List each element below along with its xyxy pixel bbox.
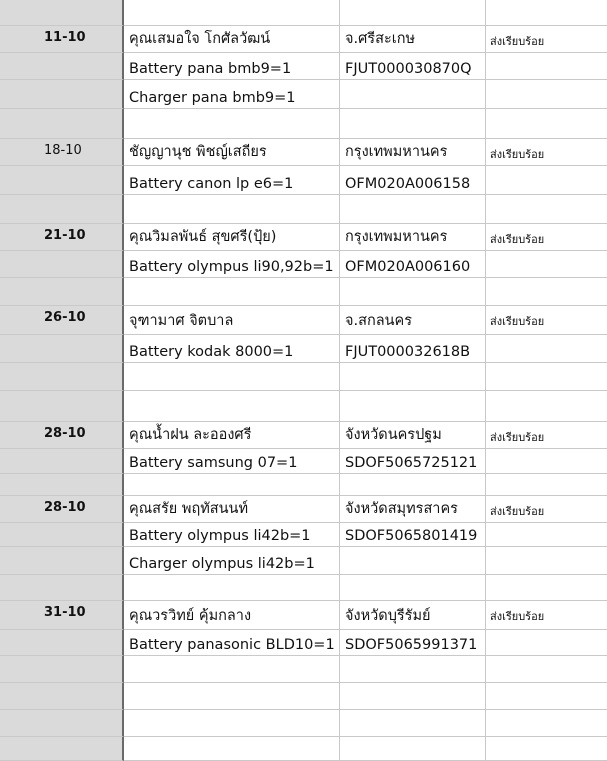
status-cell[interactable]	[486, 737, 607, 761]
status-cell[interactable]	[486, 224, 607, 251]
date-cell-text: 11-10	[44, 30, 86, 45]
table-row	[0, 109, 607, 139]
tracking-cell-text: FJUT000030870Q	[345, 61, 472, 77]
table-row	[0, 496, 607, 523]
date-cell[interactable]	[0, 630, 124, 656]
status-cell[interactable]	[486, 363, 607, 391]
table-row	[0, 80, 607, 109]
status-cell[interactable]	[486, 80, 607, 109]
item-cell[interactable]	[124, 523, 340, 547]
item-cell[interactable]	[124, 80, 340, 109]
item-cell-text: คุณสรัย พฤทัสนนท์	[129, 501, 249, 517]
date-cell[interactable]	[0, 547, 124, 575]
status-cell[interactable]	[486, 335, 607, 363]
item-cell[interactable]	[124, 656, 340, 683]
item-cell[interactable]	[124, 422, 340, 449]
table-row	[0, 656, 607, 683]
tracking-cell[interactable]	[340, 474, 486, 496]
date-cell-text: 21-10	[44, 228, 86, 243]
status-cell[interactable]	[486, 422, 607, 449]
date-cell[interactable]	[0, 278, 124, 306]
status-cell-text: ส่งเรียบร้อย	[490, 431, 545, 444]
date-cell[interactable]	[0, 335, 124, 363]
item-cell-text: Charger pana bmb9=1	[129, 90, 296, 106]
tracking-cell-text: จังหวัดบุรีรัมย์	[345, 608, 431, 624]
tracking-cell[interactable]	[340, 80, 486, 109]
status-cell[interactable]	[486, 683, 607, 710]
status-cell-text: ส่งเรียบร้อย	[490, 233, 545, 246]
item-cell-text: คุณวรวิทย์ คุ้มกลาง	[129, 608, 252, 624]
tracking-cell-text: OFM020A006158	[345, 176, 471, 192]
item-cell[interactable]	[124, 26, 340, 53]
table-row	[0, 422, 607, 449]
table-row	[0, 251, 607, 278]
tracking-cell[interactable]	[340, 166, 486, 195]
tracking-cell-text: OFM020A006160	[345, 259, 471, 275]
item-cell-text: Battery pana bmb9=1	[129, 61, 292, 77]
date-cell[interactable]	[0, 139, 124, 166]
tracking-cell[interactable]	[340, 109, 486, 139]
status-cell-text: ส่งเรียบร้อย	[490, 610, 545, 623]
item-cell-text: คุณวิมลพันธ์ สุขศรี(ปุ้ย)	[129, 229, 277, 245]
date-cell[interactable]	[0, 601, 124, 630]
date-cell[interactable]	[0, 166, 124, 195]
table-row	[0, 630, 607, 656]
item-cell[interactable]	[124, 547, 340, 575]
status-cell[interactable]	[486, 0, 607, 26]
tracking-cell-text: จังหวัดสมุทรสาคร	[345, 501, 458, 517]
status-cell[interactable]	[486, 195, 607, 224]
item-cell[interactable]	[124, 139, 340, 166]
item-cell-text: คุณน้ำฝน ละอองศรี	[129, 427, 252, 443]
status-cell[interactable]	[486, 251, 607, 278]
tracking-cell[interactable]	[340, 656, 486, 683]
tracking-cell[interactable]	[340, 335, 486, 363]
table-row	[0, 363, 607, 391]
date-cell-text: 28-10	[44, 500, 86, 515]
status-cell[interactable]	[486, 547, 607, 575]
item-cell[interactable]	[124, 710, 340, 737]
tracking-cell-text: SDOF5065991371	[345, 637, 478, 653]
status-cell-text: ส่งเรียบร้อย	[490, 505, 545, 518]
date-cell-text: 28-10	[44, 426, 86, 441]
date-cell[interactable]	[0, 391, 124, 422]
date-cell[interactable]	[0, 109, 124, 139]
status-cell[interactable]	[486, 449, 607, 474]
table-row	[0, 0, 607, 26]
item-cell-text: จุฑามาศ จิตบาล	[129, 313, 234, 329]
date-cell[interactable]	[0, 251, 124, 278]
date-cell[interactable]	[0, 224, 124, 251]
item-cell[interactable]	[124, 109, 340, 139]
tracking-cell-text: จังหวัดนครปฐม	[345, 427, 442, 443]
status-cell[interactable]	[486, 26, 607, 53]
date-cell[interactable]	[0, 523, 124, 547]
tracking-cell-text: จ.ศรีสะเกษ	[345, 31, 416, 47]
item-cell[interactable]	[124, 166, 340, 195]
date-cell[interactable]	[0, 449, 124, 474]
date-cell[interactable]	[0, 474, 124, 496]
tracking-cell[interactable]	[340, 251, 486, 278]
item-cell[interactable]	[124, 601, 340, 630]
date-cell-text: 31-10	[44, 605, 86, 620]
tracking-cell-text: FJUT000032618B	[345, 344, 471, 360]
tracking-cell[interactable]	[340, 53, 486, 80]
table-row	[0, 575, 607, 601]
item-cell[interactable]	[124, 195, 340, 224]
status-cell[interactable]	[486, 306, 607, 335]
date-cell[interactable]	[0, 496, 124, 523]
tracking-cell[interactable]	[340, 363, 486, 391]
tracking-cell[interactable]	[340, 737, 486, 761]
table-row	[0, 166, 607, 195]
date-cell[interactable]	[0, 26, 124, 53]
tracking-cell[interactable]	[340, 306, 486, 335]
item-cell-text: Battery kodak 8000=1	[129, 344, 294, 360]
date-cell[interactable]	[0, 683, 124, 710]
table-row	[0, 601, 607, 630]
table-row	[0, 53, 607, 80]
status-cell-text: ส่งเรียบร้อย	[490, 148, 545, 161]
tracking-cell-text: จ.สกลนคร	[345, 313, 413, 329]
item-cell[interactable]	[124, 363, 340, 391]
status-cell-text: ส่งเรียบร้อย	[490, 315, 545, 328]
table-row	[0, 139, 607, 166]
tracking-cell[interactable]	[340, 630, 486, 656]
item-cell[interactable]	[124, 496, 340, 523]
status-cell[interactable]	[486, 474, 607, 496]
item-cell[interactable]	[124, 391, 340, 422]
table-row	[0, 391, 607, 422]
tracking-cell[interactable]	[340, 496, 486, 523]
table-row	[0, 737, 607, 761]
tracking-cell-text: กรุงเทพมหานคร	[345, 229, 448, 245]
item-cell[interactable]	[124, 449, 340, 474]
tracking-cell[interactable]	[340, 710, 486, 737]
date-cell[interactable]	[0, 656, 124, 683]
status-cell[interactable]	[486, 575, 607, 601]
table-row	[0, 26, 607, 53]
tracking-cell-text: กรุงเทพมหานคร	[345, 144, 448, 160]
status-cell[interactable]	[486, 278, 607, 306]
tracking-cell[interactable]	[340, 139, 486, 166]
item-cell-text: Battery olympus li90,92b=1	[129, 259, 334, 275]
table-row	[0, 306, 607, 335]
tracking-cell[interactable]	[340, 0, 486, 26]
status-cell[interactable]	[486, 656, 607, 683]
date-cell[interactable]	[0, 53, 124, 80]
date-cell-text: 26-10	[44, 310, 86, 325]
item-cell[interactable]	[124, 335, 340, 363]
item-cell-text: ชัญญานุช พิชญ์เสถียร	[129, 144, 267, 160]
tracking-cell[interactable]	[340, 523, 486, 547]
date-cell[interactable]	[0, 0, 124, 26]
tracking-cell[interactable]	[340, 575, 486, 601]
table-row	[0, 710, 607, 737]
status-cell[interactable]	[486, 710, 607, 737]
item-cell[interactable]	[124, 224, 340, 251]
date-cell[interactable]	[0, 710, 124, 737]
item-cell-text: Battery olympus li42b=1	[129, 528, 311, 544]
table-row	[0, 224, 607, 251]
status-cell[interactable]	[486, 523, 607, 547]
table-row	[0, 474, 607, 496]
status-cell[interactable]	[486, 630, 607, 656]
item-cell[interactable]	[124, 630, 340, 656]
item-cell[interactable]	[124, 737, 340, 761]
tracking-cell[interactable]	[340, 449, 486, 474]
date-cell[interactable]	[0, 575, 124, 601]
table-row	[0, 683, 607, 710]
date-cell[interactable]	[0, 80, 124, 109]
item-cell[interactable]	[124, 683, 340, 710]
tracking-cell[interactable]	[340, 391, 486, 422]
item-cell[interactable]	[124, 306, 340, 335]
status-cell[interactable]	[486, 601, 607, 630]
date-cell[interactable]	[0, 737, 124, 761]
tracking-cell-text: SDOF5065801419	[345, 528, 478, 544]
table-row	[0, 523, 607, 547]
status-cell[interactable]	[486, 53, 607, 80]
tracking-cell[interactable]	[340, 683, 486, 710]
status-cell[interactable]	[486, 391, 607, 422]
date-cell[interactable]	[0, 306, 124, 335]
table-row	[0, 335, 607, 363]
item-cell[interactable]	[124, 278, 340, 306]
date-cell[interactable]	[0, 363, 124, 391]
item-cell[interactable]	[124, 251, 340, 278]
tracking-cell[interactable]	[340, 278, 486, 306]
status-cell[interactable]	[486, 109, 607, 139]
table-row	[0, 547, 607, 575]
tracking-cell[interactable]	[340, 224, 486, 251]
item-cell-text: Charger olympus li42b=1	[129, 556, 315, 572]
table-row	[0, 278, 607, 306]
tracking-cell[interactable]	[340, 547, 486, 575]
status-cell[interactable]	[486, 139, 607, 166]
item-cell[interactable]	[124, 53, 340, 80]
item-cell-text: คุณเสมอใจ โกศัลวัฒน์	[129, 31, 271, 47]
item-cell[interactable]	[124, 474, 340, 496]
tracking-cell[interactable]	[340, 422, 486, 449]
item-cell-text: Battery samsung 07=1	[129, 455, 298, 471]
date-cell-text: 18-10	[44, 143, 82, 158]
item-cell[interactable]	[124, 575, 340, 601]
tracking-cell-text: SDOF5065725121	[345, 455, 478, 471]
status-cell-text: ส่งเรียบร้อย	[490, 35, 545, 48]
item-cell-text: Battery panasonic BLD10=1	[129, 637, 335, 653]
tracking-cell[interactable]	[340, 195, 486, 224]
tracking-cell[interactable]	[340, 26, 486, 53]
date-cell[interactable]	[0, 422, 124, 449]
date-cell[interactable]	[0, 195, 124, 224]
tracking-cell[interactable]	[340, 601, 486, 630]
item-cell-text: Battery canon lp e6=1	[129, 176, 294, 192]
status-cell[interactable]	[486, 166, 607, 195]
table-row	[0, 449, 607, 474]
item-cell[interactable]	[124, 0, 340, 26]
table-row	[0, 195, 607, 224]
status-cell[interactable]	[486, 496, 607, 523]
